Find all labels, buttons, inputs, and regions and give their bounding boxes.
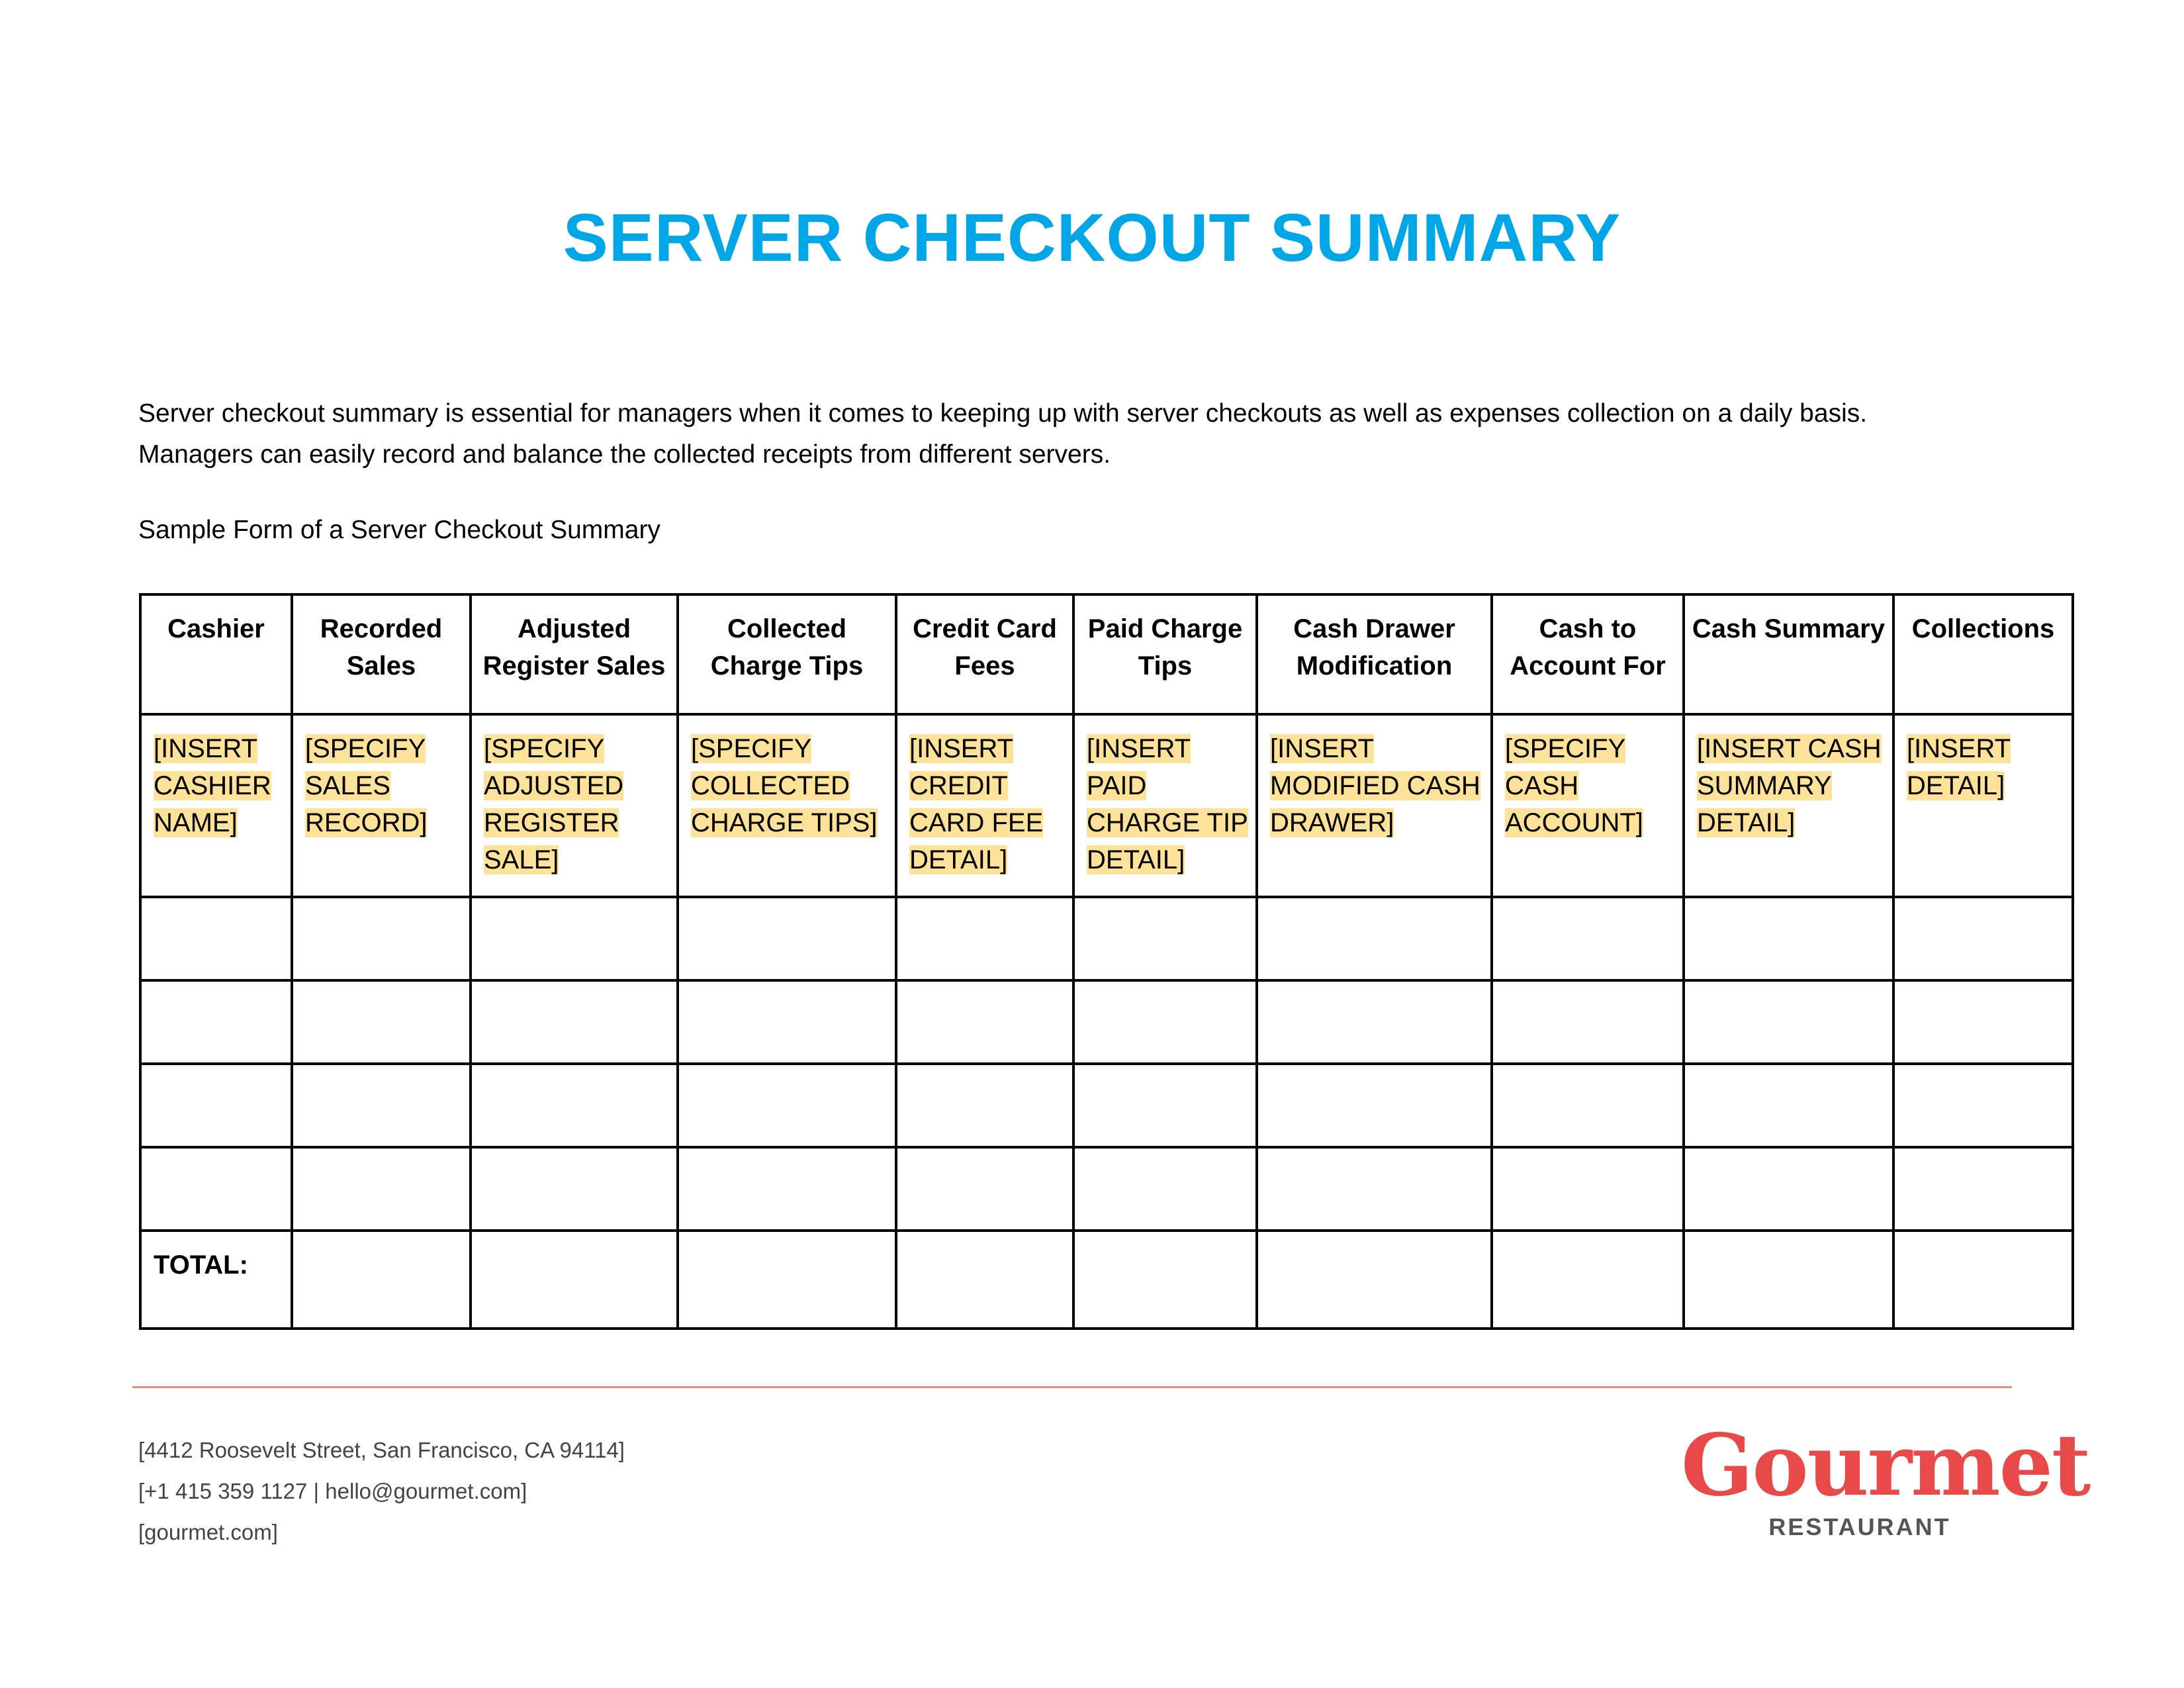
- table-cell[interactable]: [1492, 980, 1684, 1064]
- header-adjusted-register-sales: Adjusted Register Sales: [471, 594, 678, 714]
- placeholder-adjusted-register-sale: [SPECIFY ADJUSTED REGISTER SALE]: [484, 734, 624, 874]
- table-cell[interactable]: [292, 714, 471, 897]
- table-cell[interactable]: [678, 1147, 896, 1231]
- table-cell[interactable]: [140, 1064, 292, 1147]
- footer-contact: [138, 1430, 625, 1553]
- table-cell[interactable]: [678, 980, 896, 1064]
- table-cell[interactable]: [678, 1064, 896, 1147]
- table-cell[interactable]: [140, 1147, 292, 1231]
- table-cell[interactable]: [292, 980, 471, 1064]
- total-label-cell: [140, 1231, 292, 1329]
- table-cell[interactable]: [1073, 1231, 1257, 1329]
- table-row: [140, 714, 2073, 897]
- logo-wordmark: Gourmet: [1681, 1416, 2090, 1515]
- table-cell[interactable]: [292, 897, 471, 980]
- table-row: [140, 897, 2073, 980]
- header-cash-to-account-for: Cash to Account For: [1492, 594, 1684, 714]
- placeholder-sales-record: [SPECIFY SALES RECORD]: [305, 734, 428, 837]
- intro-paragraph: [138, 393, 2058, 475]
- table-cell[interactable]: [1257, 714, 1492, 897]
- table-cell[interactable]: [896, 1064, 1073, 1147]
- table-cell[interactable]: [678, 714, 896, 897]
- table-row: [140, 1064, 2073, 1147]
- table-cell[interactable]: [1257, 897, 1492, 980]
- table-cell[interactable]: [1893, 1064, 2073, 1147]
- placeholder-credit-card-fee: [INSERT CREDIT CARD FEE DETAIL]: [909, 734, 1044, 874]
- table-cell[interactable]: [292, 1231, 471, 1329]
- table-cell[interactable]: [1492, 897, 1684, 980]
- table-cell[interactable]: [896, 1147, 1073, 1231]
- table-cell[interactable]: [471, 1147, 678, 1231]
- intro-line-1: Server checkout summary is essential for managers when it comes to keeping up with server checkouts as well as expenses collection on a daily basis.: [138, 399, 1868, 428]
- table-cell[interactable]: [1073, 980, 1257, 1064]
- table-cell[interactable]: [140, 897, 292, 980]
- footer-divider: [132, 1386, 2012, 1388]
- table-cell[interactable]: [1893, 1147, 2073, 1231]
- table-cell[interactable]: [1257, 1064, 1492, 1147]
- table-cell[interactable]: [1893, 897, 2073, 980]
- table-header-row: [140, 594, 2073, 714]
- sample-form-label: Sample Form of a Server Checkout Summary: [138, 516, 660, 544]
- table-cell[interactable]: [1492, 714, 1684, 897]
- footer-phone-email: [+1 415 359 1127 | hello@gourmet.com]: [138, 1479, 527, 1503]
- table-cell[interactable]: [471, 1064, 678, 1147]
- header-cashier: Cashier: [140, 594, 292, 714]
- table-cell[interactable]: [1684, 1231, 1893, 1329]
- table-cell[interactable]: [1073, 1064, 1257, 1147]
- table-cell[interactable]: [471, 1231, 678, 1329]
- table-cell[interactable]: [1073, 897, 1257, 980]
- table-cell[interactable]: [1684, 1064, 1893, 1147]
- table-cell[interactable]: [896, 980, 1073, 1064]
- table-row: [140, 1147, 2073, 1231]
- footer-address: [4412 Roosevelt Street, San Francisco, CA 94114]: [138, 1438, 625, 1462]
- table-cell[interactable]: [1257, 1231, 1492, 1329]
- table-row: [140, 980, 2073, 1064]
- placeholder-cashier-name: [INSERT CASHIER NAME]: [154, 734, 271, 837]
- table-cell[interactable]: [471, 980, 678, 1064]
- total-label: TOTAL:: [154, 1250, 248, 1280]
- table-cell[interactable]: [140, 980, 292, 1064]
- table-cell[interactable]: [1492, 1064, 1684, 1147]
- table-cell[interactable]: [1492, 1147, 1684, 1231]
- table-cell[interactable]: [678, 1231, 896, 1329]
- header-cash-drawer-modification: Cash Drawer Modification: [1257, 594, 1492, 714]
- gourmet-logo: [1681, 1416, 2090, 1542]
- table-cell[interactable]: [1684, 897, 1893, 980]
- table-cell[interactable]: [1893, 1231, 2073, 1329]
- page-title: SERVER CHECKOUT SUMMARY: [563, 200, 1621, 275]
- header-recorded-sales: Recorded Sales: [292, 594, 471, 714]
- table-cell[interactable]: [896, 897, 1073, 980]
- header-collections: Collections: [1893, 594, 2073, 714]
- table-cell[interactable]: [1684, 1147, 1893, 1231]
- table-cell[interactable]: [896, 1231, 1073, 1329]
- table-cell[interactable]: [292, 1064, 471, 1147]
- table-cell[interactable]: [140, 714, 292, 897]
- placeholder-paid-charge-tip: [INSERT PAID CHARGE TIP DETAIL]: [1087, 734, 1248, 874]
- table-cell[interactable]: [292, 1147, 471, 1231]
- table-cell[interactable]: [896, 714, 1073, 897]
- table-cell[interactable]: [1893, 714, 2073, 897]
- header-paid-charge-tips: Paid Charge Tips: [1073, 594, 1257, 714]
- table-cell[interactable]: [1893, 980, 2073, 1064]
- header-collected-charge-tips: Collected Charge Tips: [678, 594, 896, 714]
- placeholder-cash-account: [SPECIFY CASH ACCOUNT]: [1505, 734, 1643, 837]
- table-cell[interactable]: [1492, 1231, 1684, 1329]
- table-cell[interactable]: [1684, 980, 1893, 1064]
- table-cell[interactable]: [1257, 1147, 1492, 1231]
- table-cell[interactable]: [1073, 714, 1257, 897]
- placeholder-cash-summary-detail: [INSERT CASH SUMMARY DETAIL]: [1697, 734, 1882, 837]
- table-cell[interactable]: [471, 714, 678, 897]
- table-cell[interactable]: [1073, 1147, 1257, 1231]
- intro-line-2: Managers can easily record and balance the collected receipts from different servers.: [138, 440, 1111, 469]
- footer-website: [gourmet.com]: [138, 1520, 278, 1544]
- table-cell[interactable]: [1257, 980, 1492, 1064]
- checkout-summary-table: [139, 593, 2074, 1330]
- placeholder-modified-cash-drawer: [INSERT MODIFIED CASH DRAWER]: [1270, 734, 1480, 837]
- table-total-row: [140, 1231, 2073, 1329]
- table-cell[interactable]: [471, 897, 678, 980]
- logo-tagline: RESTAURANT: [1768, 1513, 1951, 1540]
- placeholder-collections-detail: [INSERT DETAIL]: [1907, 734, 2011, 800]
- header-cash-summary: Cash Summary: [1684, 594, 1893, 714]
- placeholder-collected-charge-tips: [SPECIFY COLLECTED CHARGE TIPS]: [691, 734, 878, 837]
- header-credit-card-fees: Credit Card Fees: [896, 594, 1073, 714]
- table-cell[interactable]: [1684, 714, 1893, 897]
- table-cell[interactable]: [678, 897, 896, 980]
